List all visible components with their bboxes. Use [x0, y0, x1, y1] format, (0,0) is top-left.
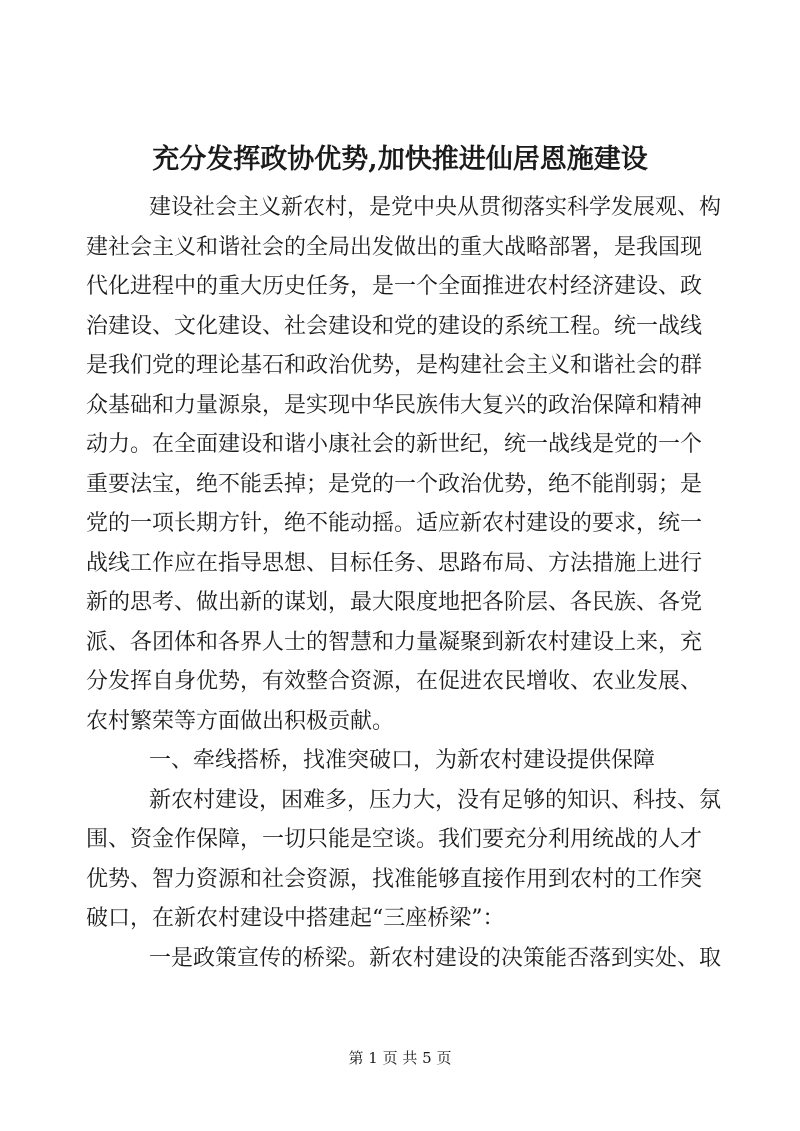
page-footer: 第 1 页 共 5 页	[348, 1049, 452, 1067]
document-body	[86, 188, 726, 978]
paragraph-line: 围、资金作保障，一切只能是空谈。我们要充分利用统战的人才	[86, 827, 703, 852]
paragraph-line: 是我们党的理论基石和政治优势，是构建社会主义和谐社会的群	[86, 353, 703, 378]
paragraph-line: 建社会主义和谐社会的全局出发做出的重大战略部署，是我国现	[86, 234, 703, 260]
paragraph-line: 新农村建设，困难多，压力大，没有足够的知识、科技、氛	[149, 787, 722, 813]
paragraph-line: 众基础和力量源泉，是实现中华民族伟大复兴的政治保障和精神	[86, 392, 703, 418]
paragraph-line: 重要法宝，绝不能丢掉；是党的一个政治优势，绝不能削弱；是	[86, 471, 703, 497]
paragraph-line: 动力。在全面建设和谐小康社会的新世纪，统一战线是党的一个	[86, 432, 703, 457]
paragraph-line: 党的一项长期方针，绝不能动摇。适应新农村建设的要求，统一	[86, 511, 703, 536]
paragraph-line: 破口，在新农村建设中搭建起“三座桥梁”：	[86, 906, 505, 931]
paragraph-line: 优势、智力资源和社会资源，找准能够直接作用到农村的工作突	[86, 866, 703, 892]
paragraph-line: 新的思考、做出新的谋划，最大限度地把各阶层、各民族、各党	[86, 590, 703, 615]
paragraph-line: 分发挥自身优势，有效整合资源，在促进农民增收、农业发展、	[86, 669, 703, 694]
paragraph-line: 派、各团体和各界人士的智慧和力量凝聚到新农村建设上来，充	[86, 629, 703, 655]
paragraph-line: 建设社会主义新农村，是党中央从贯彻落实科学发展观、构	[149, 195, 722, 220]
document-title: 充分发挥政协优势,加快推进仙居恩施建设	[152, 144, 648, 175]
paragraph-line: 一是政策宣传的桥梁。新农村建设的决策能否落到实处、取	[149, 945, 722, 971]
paragraph-line: 代化进程中的重大历史任务，是一个全面推进农村经济建设、政	[86, 274, 703, 299]
paragraph-line: 治建设、文化建设、社会建设和党的建设的系统工程。统一战线	[86, 313, 703, 339]
paragraph-line: 战线工作应在指导思想、目标任务、思路布局、方法措施上进行	[86, 550, 703, 576]
paragraph-line: 农村繁荣等方面做出积极贡献。	[86, 708, 395, 734]
section-heading: 一、牵线搭桥，找准突破口，为新农村建设提供保障	[149, 748, 656, 773]
